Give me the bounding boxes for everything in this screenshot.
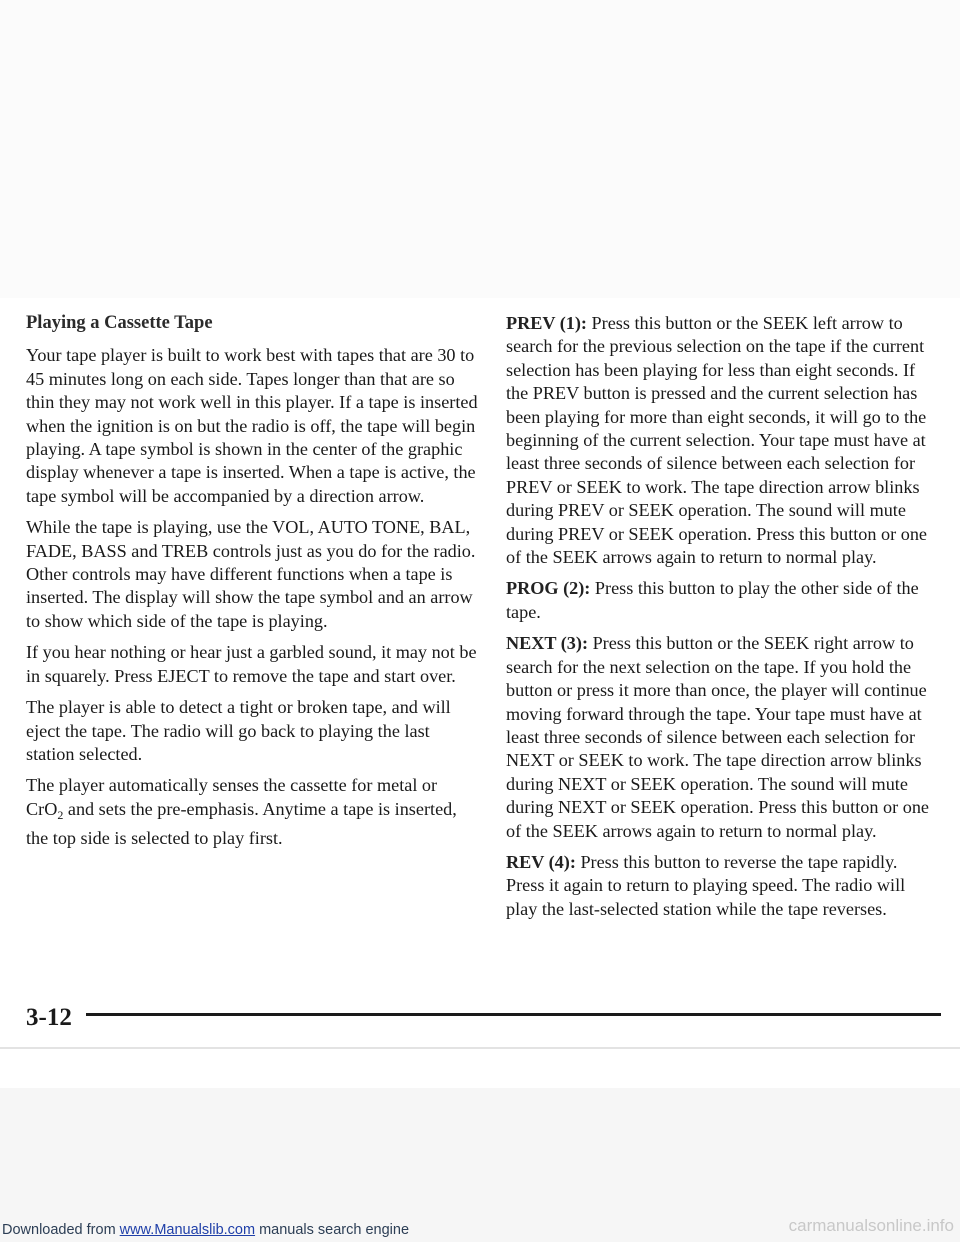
top-scan-margin	[0, 0, 960, 298]
desc-rev: Press this button to reverse the tape rapidly. Press it again to return to playing speed. The radio will play the last-selected station while the tape reverses.	[506, 851, 906, 919]
term-prog: PROG (2):	[506, 578, 591, 599]
cro2-text-before: The player automatically senses the cassette for metal or CrO	[26, 775, 438, 819]
footer-rule	[86, 1013, 941, 1016]
paragraph-broken-tape: The player is able to detect a tight or broken tape, and will eject the tape. The radio will go back to playing the last station selected.	[26, 697, 451, 764]
paragraph-controls: While the tape is playing, use the VOL, AUTO TONE, BAL, FADE, BASS and TREB controls just as you do for the radio. Other controls may have different functions when a tape is inserted. The display will show the tape symbol and an arrow to show which side of the tape is playing.	[26, 517, 476, 631]
page-number: 3-12	[26, 1004, 72, 1031]
cro2-text-after: and sets the pre-emphasis. Anytime a tape is inserted, the top side is selected to play first.	[26, 798, 457, 849]
desc-prog: Press this button to play the other side of the tape.	[506, 578, 919, 622]
item-prog	[506, 577, 940, 624]
left-column	[26, 312, 478, 859]
cro2-subscript: 2	[57, 807, 64, 822]
desc-next: Press this button or the SEEK right arrow to search for the next selection on the tape. If you hold the button or press it more than once, the player will continue moving forward through the tape. Your tape must have at least three seconds of silence between each selection for NEXT or SEEK to work. The tape direction arrow blinks during NEXT or SEEK operation. The sound will mute during NEXT or SEEK operation. Press this button or one of the SEEK arrows again to return to normal play.	[506, 633, 929, 841]
term-rev: REV (4):	[506, 851, 576, 872]
paragraph-metal-cro2	[26, 774, 478, 850]
section-heading: Playing a Cassette Tape	[26, 313, 213, 333]
term-next: NEXT (3):	[506, 633, 589, 654]
item-rev	[506, 851, 940, 921]
watermark-prefix: Downloaded from	[2, 1222, 120, 1238]
paragraph-tape-length: Your tape player is built to work best with tapes that are 30 to 45 minutes long on each side. Tapes longer than that are so thin they may not work well in this player. If a tape is inserted when the ignition is on but the radio is off, the tape will begin playing. A tape symbol is shown in the center of the graphic display whenever a tape is inserted. When a tape is active, the tape symbol will be accompanied by a direction arrow.	[26, 345, 478, 506]
watermark-suffix: manuals search engine	[255, 1222, 410, 1238]
right-column	[506, 312, 940, 929]
desc-prev: Press this button or the SEEK left arrow to search for the previous selection on the tape if the current selection has been playing for less than eight seconds. If the PREV button is pressed and the current selection has been playing for more than eight seconds, it will go to the beginning of the current selection. Your tape must have at least three seconds of silence between each selection for PREV or SEEK to work. The tape direction arrow blinks during PREV or SEEK operation. The sound will mute during PREV or SEEK operation. Press this button or one of the SEEK arrows again to return to normal play.	[506, 313, 927, 568]
manualslib-link[interactable]: www.Manualslib.com	[119, 1222, 256, 1238]
carmanualsonline-watermark: carmanualsonline.info	[788, 1216, 954, 1235]
scan-line	[0, 1047, 960, 1049]
download-watermark	[2, 1222, 409, 1238]
term-prev: PREV (1):	[506, 313, 587, 333]
item-next	[506, 632, 940, 843]
paragraph-garbled-sound: If you hear nothing or hear just a garbled sound, it may not be in squarely. Press EJECT to remove the tape and start over.	[26, 642, 477, 686]
item-prev	[506, 312, 940, 569]
